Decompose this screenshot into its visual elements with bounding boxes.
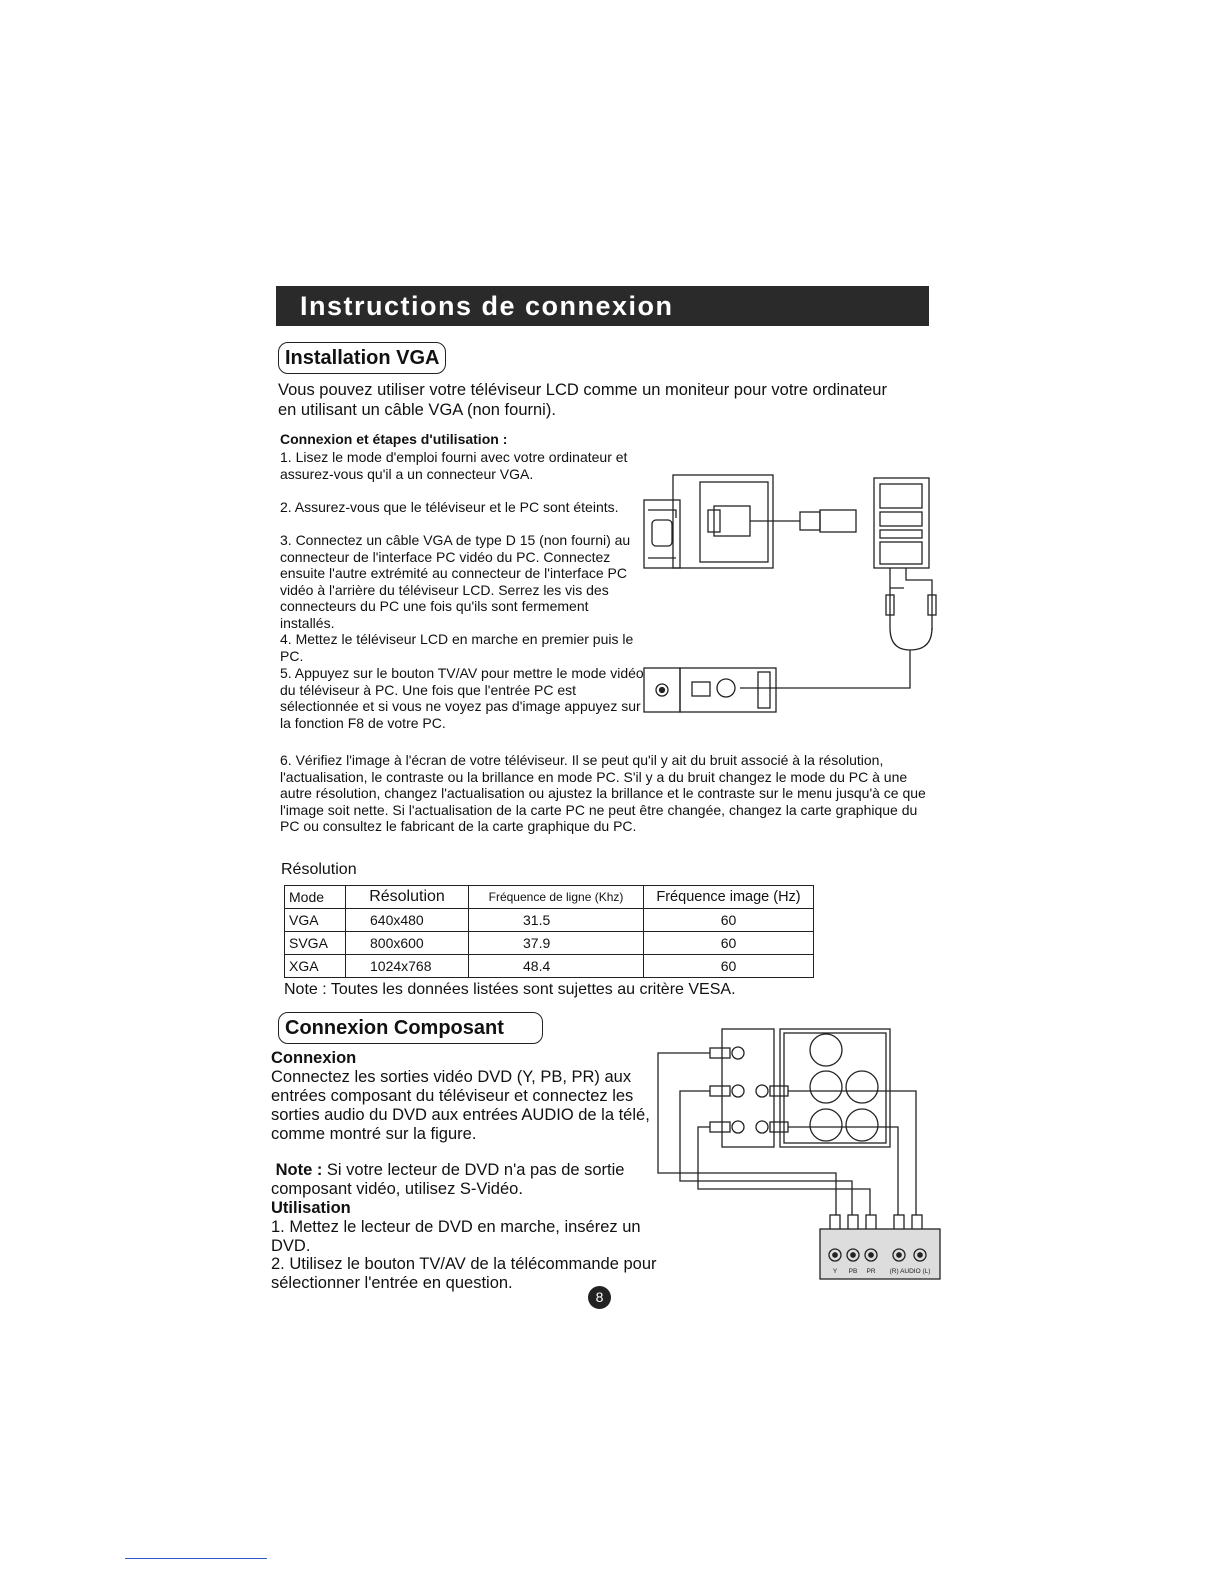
table-header: Fréquence de ligne (Khz) xyxy=(469,886,644,909)
utilisation-step-2: 2. Utilisez le bouton TV/AV de la télécommande pour sélectionner l'entrée en question. xyxy=(271,1255,657,1292)
vga-step-6: 6. Vérifiez l'image à l'écran de votre téléviseur. Il se peut qu'il y ait du bruit associé à la résolution, l'actualisation, le contraste ou la brillance en mode PC. S'il y a du bruit changez le mode du PC à une autre résolution, changez l'actualisation ou ajustez la brillance et le contraste sur le menu jusqu'à ce que l'image soit nette. Si l'actualisation de la carte PC ne peut être changée, changez la carte graphique du PC ou consultez le fabricant de la carte graphique du PC. xyxy=(280,752,926,835)
vga-step-5: 5. Appuyez sur le bouton TV/AV pour mettre le mode vidéo du téléviseur à PC. Une fois que l'entrée PC est sélectionnée et si vous ne voyez pas d'image appuyez sur la fonction F8 de votre PC. xyxy=(280,665,644,731)
vga-connection-diagram xyxy=(640,470,940,720)
vesa-note: Note : Toutes les données listées sont sujettes au critère VESA. xyxy=(284,981,736,998)
table-cell: 60 xyxy=(644,955,814,978)
table-cell: 60 xyxy=(644,932,814,955)
table-cell: 800x600 xyxy=(346,932,469,955)
vga-step-2: 2. Assurez-vous que le téléviseur et le PC sont éteints. xyxy=(280,499,619,515)
connexion-title: Connexion xyxy=(271,1049,357,1067)
table-cell: 48.4 xyxy=(469,955,644,978)
pc-tower-icon xyxy=(874,478,929,568)
table-header: Fréquence image (Hz) xyxy=(644,886,814,909)
note-text: Si votre lecteur de DVD n'a pas de sortie composant vidéo, utilisez S-Vidéo. xyxy=(271,1161,625,1198)
page-header xyxy=(276,286,929,326)
table-row xyxy=(285,909,814,932)
vga-steps-title: Connexion et étapes d'utilisation : xyxy=(280,431,508,447)
note-label: Note : xyxy=(275,1161,323,1179)
table-header: Résolution xyxy=(346,886,469,909)
resolution-table xyxy=(284,885,814,978)
composant-note xyxy=(271,1161,661,1199)
footer-link-line xyxy=(125,1558,267,1559)
vga-step-4: 4. Mettez le téléviseur LCD en marche en premier puis le PC. xyxy=(280,631,634,664)
component-connection-diagram xyxy=(650,1025,945,1283)
table-header: Mode xyxy=(285,886,346,909)
vga-step-1: 1. Lisez le mode d'emploi fourni avec votre ordinateur et assurez-vous qu'il a un connecteur VGA. xyxy=(280,449,628,482)
table-cell: 31.5 xyxy=(469,909,644,932)
resolution-title: Résolution xyxy=(281,861,357,878)
section-title-vga: Installation VGA xyxy=(278,342,446,374)
vga-step-3: 3. Connectez un câble VGA de type D 15 (non fourni) au connecteur de l'interface PC vidéo du PC. Connectez ensuite l'autre extrémité au connecteur de l'interface PC vidéo à l'arrière du téléviseur LCD. Serrez les vis des connecteurs du PC une fois qu'ils sont fermement installés. xyxy=(280,532,631,631)
page-title: Instructions de connexion xyxy=(300,291,674,321)
vga-intro: Vous pouvez utiliser votre téléviseur LCD comme un moniteur pour votre ordinateur en utilisant un câble VGA (non fourni). xyxy=(278,381,887,419)
label-pb: PB xyxy=(848,1268,858,1275)
label-y: Y xyxy=(832,1268,838,1275)
utilisation-title: Utilisation xyxy=(271,1199,351,1217)
label-audio: (R) AUDIO (L) xyxy=(889,1268,931,1275)
table-cell: 60 xyxy=(644,909,814,932)
table-cell: 1024x768 xyxy=(346,955,469,978)
section-title-composant: Connexion Composant xyxy=(278,1012,543,1044)
table-cell: SVGA xyxy=(285,932,346,955)
table-cell: VGA xyxy=(285,909,346,932)
table-row xyxy=(285,932,814,955)
table-row xyxy=(285,955,814,978)
connexion-text: Connectez les sorties vidéo DVD (Y, PB, PR) aux entrées composant du téléviseur et connectez les sorties audio du DVD aux entrées AUDIO de la télé, comme montré sur la figure. xyxy=(271,1068,650,1143)
table-cell: 37.9 xyxy=(469,932,644,955)
table-header-row xyxy=(285,886,814,909)
page-number: 8 xyxy=(588,1286,611,1309)
table-cell: XGA xyxy=(285,955,346,978)
table-cell: 640x480 xyxy=(346,909,469,932)
utilisation-step-1: 1. Mettez le lecteur de DVD en marche, insérez un DVD. xyxy=(271,1218,641,1255)
label-pr: PR xyxy=(866,1268,876,1275)
